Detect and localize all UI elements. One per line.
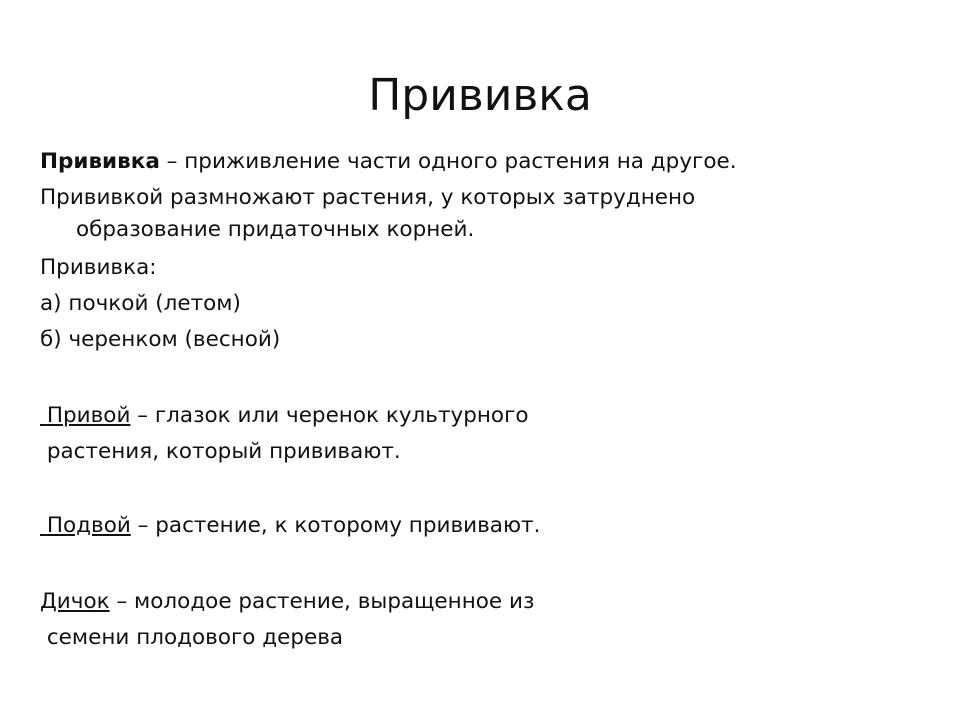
term-privoy: Привой	[46, 403, 131, 428]
wilding-text: – молодое растение, выращенное из	[109, 589, 535, 614]
wilding-line-2: семени плодового дерева	[40, 625, 344, 650]
term-dichok: Дичок	[40, 589, 110, 614]
method-a: а) почкой (летом)	[40, 291, 241, 316]
scion-line-1	[40, 402, 529, 430]
rootstock-text: – растение, к которому прививают.	[130, 513, 541, 538]
term-privivka: Прививка	[40, 149, 160, 174]
definition-line	[40, 148, 737, 176]
wilding-line-1	[40, 588, 534, 616]
term-podvoy: Подвой	[46, 513, 131, 538]
scion-line-2: растения, который прививают.	[40, 439, 401, 464]
scion-lead	[40, 403, 47, 428]
definition-text: – приживление части одного растения на другое.	[159, 149, 737, 174]
paragraph-line-1: Прививкой размножают растения, у которых затруднено	[40, 185, 696, 210]
rootstock-lead	[40, 513, 47, 538]
method-b: б) черенком (весной)	[40, 327, 281, 352]
methods-heading: Прививка:	[40, 255, 157, 280]
rootstock-line	[40, 512, 540, 540]
scion-text: – глазок или черенок культурного	[130, 403, 529, 428]
slide-title: Прививка	[368, 70, 592, 121]
paragraph-line-2: образование придаточных корней.	[76, 217, 475, 242]
